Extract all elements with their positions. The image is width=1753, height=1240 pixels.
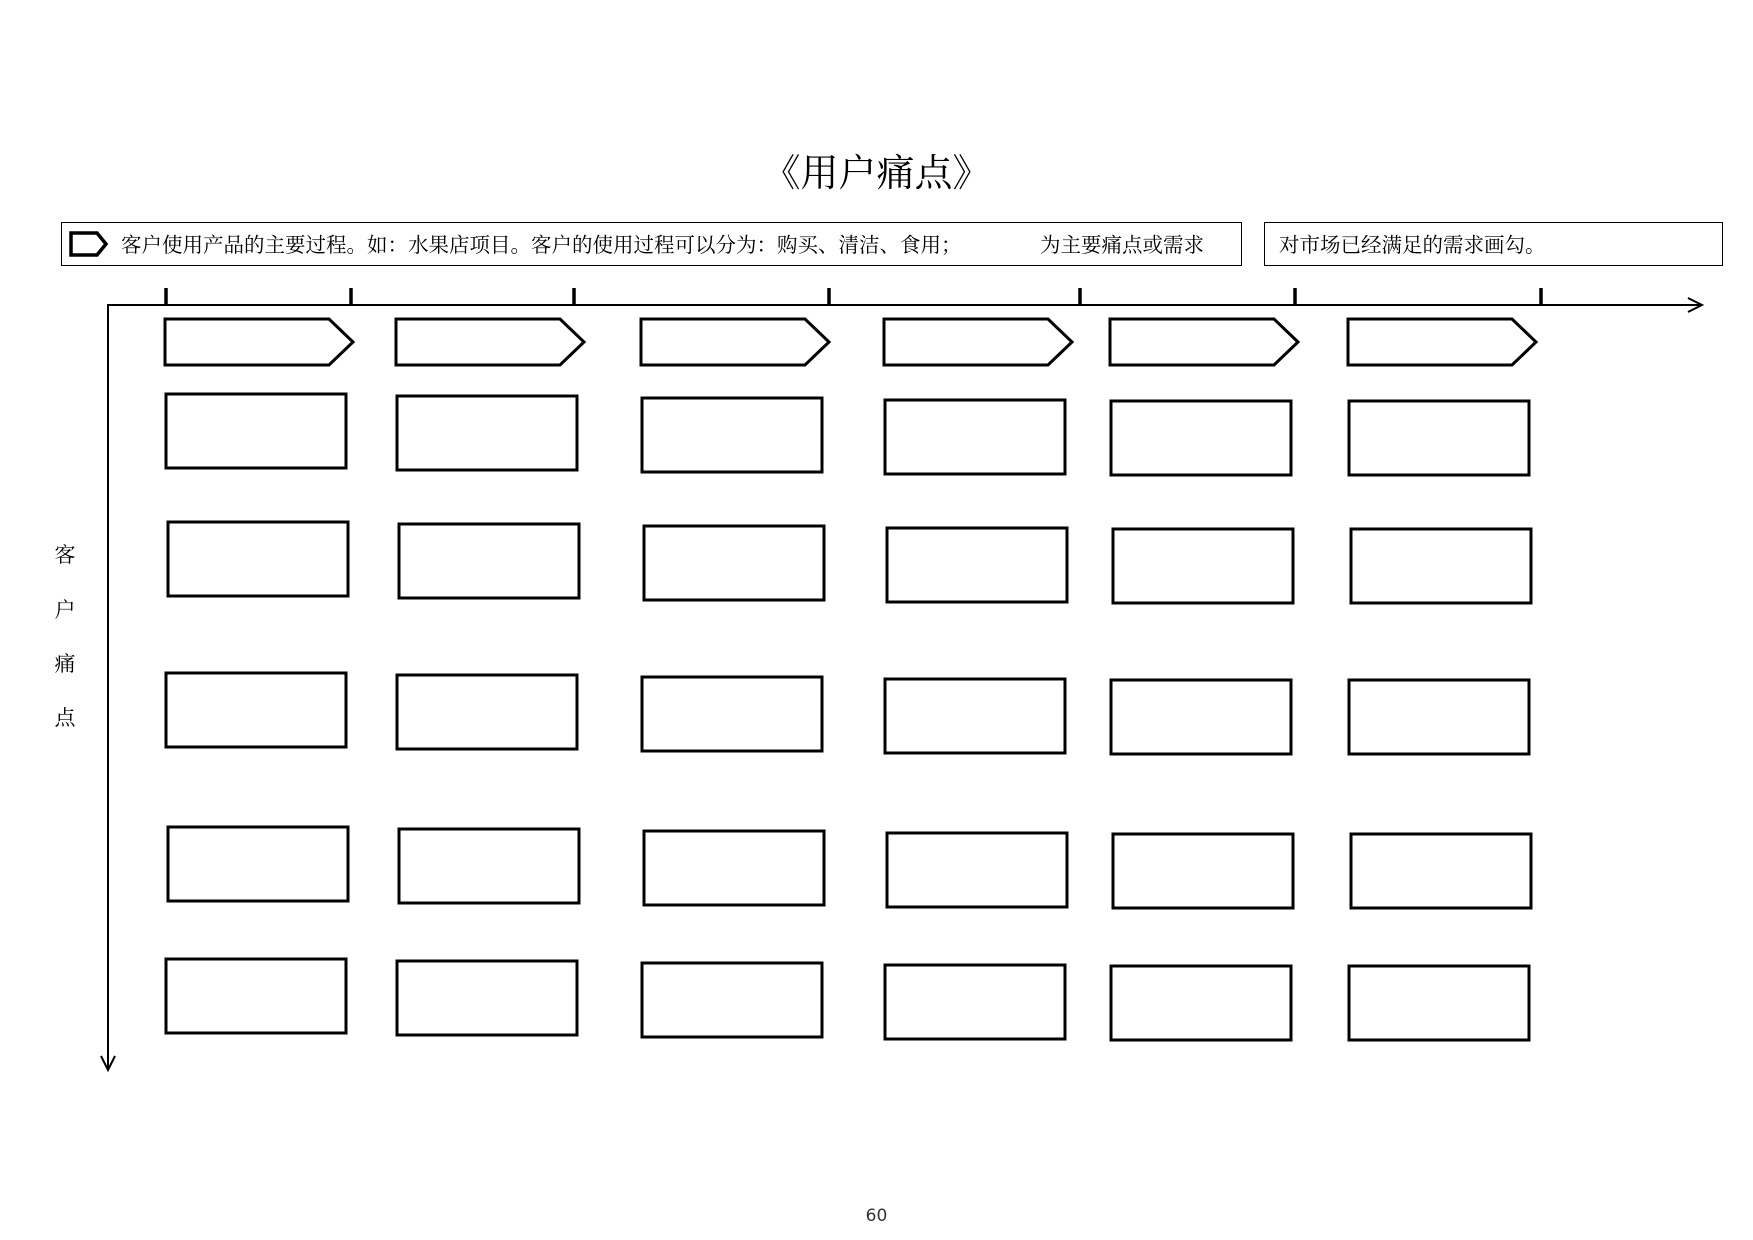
pain-point-cell[interactable]: [644, 831, 824, 905]
pain-point-cell[interactable]: [1111, 966, 1291, 1040]
y-axis-label-char: 痛: [54, 652, 76, 676]
x-axis-ticks: [166, 288, 1541, 305]
y-axis-label-char: 客: [54, 543, 76, 567]
pain-point-cell[interactable]: [1351, 834, 1531, 908]
pain-point-cell[interactable]: [166, 394, 346, 468]
process-step-arrow[interactable]: [884, 319, 1072, 365]
pain-point-cell[interactable]: [1349, 966, 1529, 1040]
y-axis-label-char: 点: [54, 706, 76, 730]
pain-point-cell[interactable]: [168, 827, 348, 901]
pain-point-cell[interactable]: [644, 526, 824, 600]
pain-point-cell[interactable]: [1349, 401, 1529, 475]
pain-point-cell[interactable]: [1113, 529, 1293, 603]
pain-point-cell[interactable]: [642, 963, 822, 1037]
legend-painpoint-text: 为主要痛点或需求: [1040, 233, 1204, 257]
process-step-arrow[interactable]: [1110, 319, 1298, 365]
pain-point-cell[interactable]: [168, 522, 348, 596]
page-number: 60: [865, 1206, 888, 1226]
pain-point-cell[interactable]: [1349, 680, 1529, 754]
process-step-arrow[interactable]: [1348, 319, 1536, 365]
pain-point-cell[interactable]: [397, 396, 577, 470]
pain-point-cell[interactable]: [397, 961, 577, 1035]
pain-point-cell[interactable]: [642, 677, 822, 751]
pain-point-cell[interactable]: [399, 829, 579, 903]
pain-point-cell[interactable]: [885, 965, 1065, 1039]
legend-satisfied-text: 对市场已经满足的需求画勾。: [1279, 233, 1546, 257]
process-step-arrow[interactable]: [165, 319, 353, 365]
pain-point-cell[interactable]: [885, 679, 1065, 753]
pain-point-cell[interactable]: [887, 528, 1067, 602]
pain-point-cell[interactable]: [885, 400, 1065, 474]
pain-point-cell[interactable]: [166, 673, 346, 747]
process-step-arrow[interactable]: [641, 319, 829, 365]
pain-point-cell[interactable]: [1111, 680, 1291, 754]
process-step-arrow[interactable]: [396, 319, 584, 365]
legend-process-text: 客户使用产品的主要过程。如：水果店项目。客户的使用过程可以分为：购买、清洁、食用；: [121, 233, 962, 257]
pain-point-cell[interactable]: [399, 524, 579, 598]
pain-point-cell[interactable]: [887, 833, 1067, 907]
pain-point-cells: [166, 394, 1531, 1040]
y-axis-label-char: 户: [54, 598, 76, 622]
pain-point-cell[interactable]: [166, 959, 346, 1033]
pain-point-cell[interactable]: [1113, 834, 1293, 908]
page-title: 《用户痛点》: [762, 151, 991, 195]
pain-point-cell[interactable]: [1111, 401, 1291, 475]
pain-point-cell[interactable]: [1351, 529, 1531, 603]
pain-point-cell[interactable]: [642, 398, 822, 472]
pain-point-cell[interactable]: [397, 675, 577, 749]
process-step-row: [165, 319, 1536, 365]
